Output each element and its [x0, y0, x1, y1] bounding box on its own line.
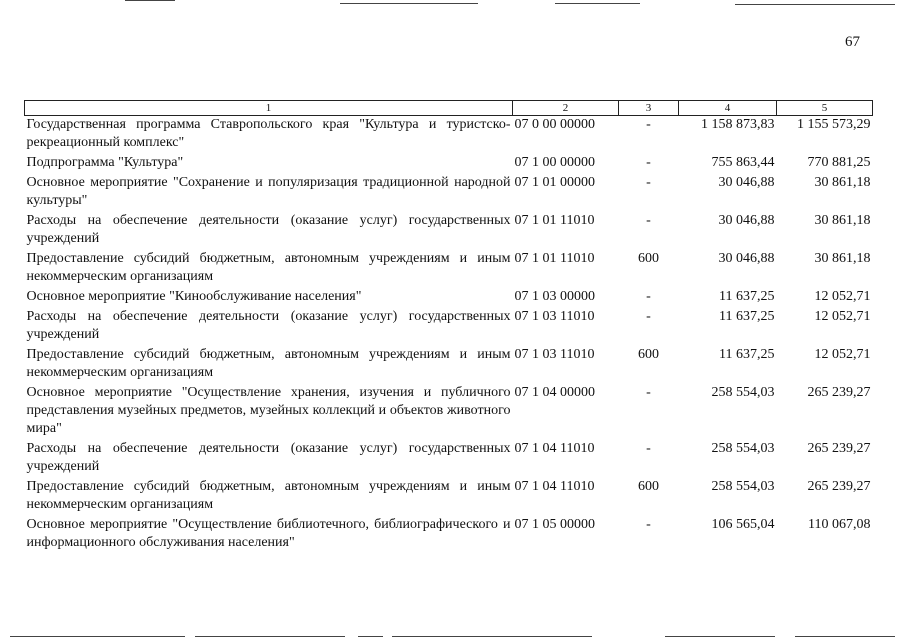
- row-amount-year-1: 11 637,25: [719, 347, 775, 362]
- table-row: [25, 154, 873, 174]
- row-name: Предоставление субсидий бюджетным, автономным учреждениям и иным некоммерческим организациям: [26, 347, 511, 380]
- row-amount-year-1: 258 554,03: [711, 441, 775, 456]
- table-row: [25, 250, 873, 288]
- row-name: Основное мероприятие "Кинообслуживание населения": [26, 289, 362, 304]
- header-row: [25, 101, 873, 116]
- row-code: 07 0 00 00000: [514, 117, 595, 132]
- scan-line: [795, 636, 895, 637]
- row-code: 07 1 05 00000: [514, 517, 595, 532]
- table-row: [25, 174, 873, 212]
- table-row: [25, 116, 873, 155]
- table-row: [25, 212, 873, 250]
- row-code: 07 1 01 00000: [514, 175, 595, 190]
- row-code: 07 1 03 11010: [514, 309, 595, 324]
- row-code: 07 1 01 11010: [514, 251, 595, 266]
- row-amount-year-1: 30 046,88: [718, 175, 775, 190]
- column-header-code: 2: [513, 101, 619, 116]
- row-amount-year-2: 30 861,18: [814, 213, 871, 228]
- row-amount-year-2: 265 239,27: [807, 479, 871, 494]
- row-amount-year-1: 258 554,03: [711, 479, 775, 494]
- row-name: Государственная программа Ставропольского края "Культура и туристско-рекреационный комплекс": [26, 117, 511, 150]
- row-amount-year-2: 12 052,71: [814, 309, 871, 324]
- scan-line: [555, 3, 640, 4]
- row-amount-year-2: 110 067,08: [808, 517, 871, 532]
- column-header-amount-year-2: 5: [777, 101, 873, 116]
- page-number: 67: [845, 34, 860, 50]
- row-expense-type: -: [646, 385, 651, 400]
- row-amount-year-2: 30 861,18: [814, 251, 871, 266]
- row-name: Основное мероприятие "Осуществление библиотечного, библиографического и информационного обслуживания населения": [26, 517, 511, 550]
- row-amount-year-1: 11 637,25: [719, 289, 775, 304]
- row-name: Основное мероприятие "Сохранение и популяризация традиционной народной культуры": [26, 175, 511, 208]
- row-name: Предоставление субсидий бюджетным, автономным учреждениям и иным некоммерческим организациям: [26, 479, 511, 512]
- row-amount-year-1: 755 863,44: [711, 155, 775, 170]
- column-header-expense-type: 3: [619, 101, 679, 116]
- row-name: Расходы на обеспечение деятельности (оказание услуг) государственных учреждений: [26, 441, 511, 474]
- row-code: 07 1 03 00000: [514, 289, 595, 304]
- row-expense-type: 600: [638, 347, 659, 362]
- row-amount-year-1: 30 046,88: [718, 251, 775, 266]
- row-amount-year-1: 1 158 873,83: [701, 117, 775, 132]
- row-code: 07 1 04 11010: [514, 441, 595, 456]
- budget-table: [24, 100, 873, 554]
- scan-line: [358, 636, 383, 637]
- row-amount-year-2: 265 239,27: [807, 385, 871, 400]
- row-code: 07 1 03 11010: [514, 347, 595, 362]
- scan-line: [10, 636, 185, 637]
- scan-line: [340, 3, 478, 4]
- row-name: Предоставление субсидий бюджетным, автономным учреждениям и иным некоммерческим организациям: [26, 251, 511, 284]
- row-code: 07 1 04 00000: [514, 385, 595, 400]
- row-expense-type: -: [646, 213, 651, 228]
- row-amount-year-2: 30 861,18: [814, 175, 871, 190]
- row-amount-year-2: 265 239,27: [807, 441, 871, 456]
- row-name: Основное мероприятие "Осуществление хранения, изучения и публичного представления музейных предметов, музейных коллекций и объектов животного мира": [26, 385, 511, 436]
- row-amount-year-2: 12 052,71: [814, 347, 871, 362]
- column-header-name: 1: [25, 101, 513, 116]
- row-code: 07 1 01 11010: [514, 213, 595, 228]
- column-header-amount-year-1: 4: [679, 101, 777, 116]
- row-amount-year-2: 770 881,25: [807, 155, 871, 170]
- row-amount-year-1: 106 565,04: [711, 517, 775, 532]
- row-expense-type: 600: [638, 479, 659, 494]
- row-name: Подпрограмма "Культура": [26, 155, 184, 170]
- table-row: [25, 346, 873, 384]
- row-expense-type: -: [646, 117, 651, 132]
- scan-line: [735, 4, 895, 5]
- table-row: [25, 440, 873, 478]
- row-amount-year-1: 258 554,03: [711, 385, 775, 400]
- scan-line: [392, 636, 592, 637]
- row-code: 07 1 04 11010: [514, 479, 595, 494]
- table-row: [25, 384, 873, 440]
- table-row: [25, 288, 873, 308]
- scan-line: [125, 0, 175, 1]
- table-row: [25, 478, 873, 516]
- table-row: [25, 516, 873, 554]
- row-expense-type: -: [646, 309, 651, 324]
- table-row: [25, 308, 873, 346]
- row-name: Расходы на обеспечение деятельности (оказание услуг) государственных учреждений: [26, 213, 511, 246]
- row-amount-year-1: 30 046,88: [718, 213, 775, 228]
- row-expense-type: -: [646, 155, 651, 170]
- row-code: 07 1 00 00000: [514, 155, 595, 170]
- scan-line: [195, 636, 345, 637]
- row-amount-year-2: 12 052,71: [814, 289, 871, 304]
- row-expense-type: -: [646, 289, 651, 304]
- row-amount-year-1: 11 637,25: [719, 309, 775, 324]
- row-expense-type: -: [646, 517, 651, 532]
- row-amount-year-2: 1 155 573,29: [797, 117, 871, 132]
- row-expense-type: 600: [638, 251, 659, 266]
- row-expense-type: -: [646, 441, 651, 456]
- row-expense-type: -: [646, 175, 651, 190]
- row-name: Расходы на обеспечение деятельности (оказание услуг) государственных учреждений: [26, 309, 511, 342]
- scan-line: [665, 636, 775, 637]
